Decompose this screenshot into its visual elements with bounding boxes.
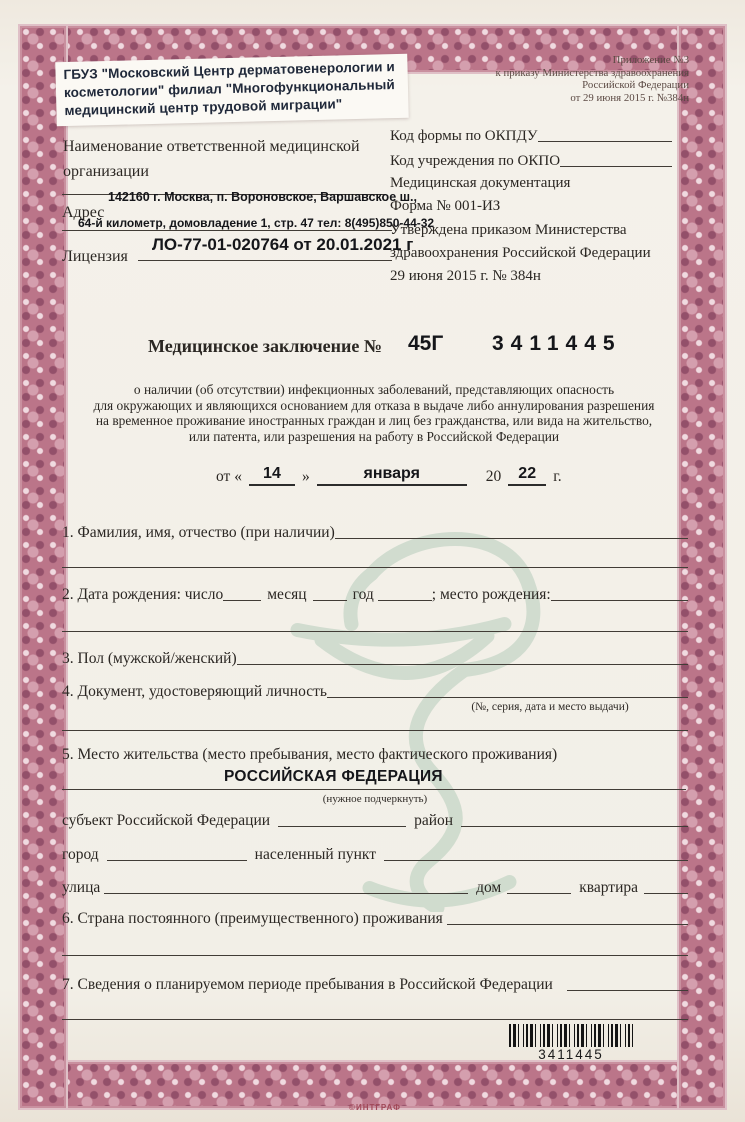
blank-line: [327, 697, 688, 698]
sex-label: 3. Пол (мужской/женский): [62, 650, 237, 667]
field-sex: [62, 650, 688, 668]
birthplace-label: ; место рождения:: [431, 586, 551, 603]
org-stamp-line: ГБУЗ "Московский Центр дерматовенерологии и: [63, 59, 396, 83]
date-year-prefix: 20: [485, 468, 502, 485]
doc-type-label: Медицинская документация: [390, 175, 571, 191]
blank-line: [104, 893, 468, 894]
identity-document-label: 4. Документ, удостоверяющий личность: [62, 683, 327, 700]
blank-line: [313, 600, 347, 601]
field-region: [62, 812, 688, 830]
field-street: [62, 879, 688, 897]
blank-line: [62, 631, 688, 632]
blank-line: [644, 893, 688, 894]
subtitle-line: на временное проживание иностранных граждан и лиц без гражданства, или вида на жительство,: [95, 413, 653, 429]
apartment-label: квартира: [579, 879, 638, 896]
blank-line: [107, 860, 247, 861]
blank-line: [378, 600, 432, 601]
subtitle-paragraph: [62, 382, 686, 444]
field-stay-period: [62, 976, 688, 994]
appendix-line: Приложение №3: [612, 54, 689, 66]
stay-period-label: 7. Сведения о планируемом периоде пребывания в Российской Федерации: [62, 976, 553, 993]
subtitle-line: для окружающих и являющихся основанием для отказа в выдаче либо аннулирования разрешения: [93, 397, 655, 413]
address-stamp-line1: 142160 г. Москва, п. Вороновское, Варшавское ш.,: [108, 190, 417, 204]
subtitle-line: или патента, или разрешения на работу в Российской Федерации: [188, 428, 560, 444]
date-suffix: г.: [553, 468, 562, 485]
blank-line: [62, 955, 688, 956]
settlement-label: населенный пункт: [254, 846, 377, 863]
org-name-label-line1: Наименование ответственной медицинской: [63, 138, 360, 155]
blank-line: [447, 924, 688, 925]
appendix-note: [439, 54, 689, 104]
okpdu-row: [390, 123, 672, 145]
appendix-line: Российской Федерации: [582, 79, 689, 91]
certificate-series: 45Г: [408, 332, 444, 355]
document-title: Медицинское заключение №: [148, 336, 382, 356]
blank-line: [461, 826, 688, 827]
address-stamp-line2: 64-й километр, домовладение 1, стр. 47 тел: 8(495)850-44-32: [78, 216, 435, 230]
okpo-row: [390, 148, 672, 170]
certificate-number: 3411445: [492, 332, 622, 355]
field-identity-document: [62, 683, 688, 701]
field-fullname: [62, 524, 688, 542]
blank-line: [384, 860, 688, 861]
field-birthdate: [62, 586, 688, 604]
date-close-quote: »: [301, 468, 310, 485]
ornate-border-bottom: [20, 1062, 725, 1108]
ornate-border-left: [20, 26, 66, 1108]
identity-document-caption: (№, серия, дата и место выдачи): [471, 701, 629, 713]
barcode-number: 3411445: [538, 1047, 604, 1062]
birthdate-month-label: месяц: [267, 586, 307, 603]
blank-line: [507, 893, 571, 894]
residence-label: 5. Место жительства (место пребывания, место фактического проживания): [62, 746, 558, 763]
district-label: район: [414, 812, 454, 829]
blank-line: [62, 567, 688, 568]
date-year-value: 22: [508, 465, 546, 486]
org-stamp-sticker: [55, 54, 408, 127]
residence-caption: (нужное подчеркнуть): [322, 793, 428, 805]
blank-line: [62, 230, 392, 231]
field-country-of-residence: [62, 910, 688, 928]
blank-line: [62, 730, 688, 731]
blank-line: [278, 826, 406, 827]
address-label: Адрес: [62, 204, 105, 221]
blank-line: [560, 166, 672, 167]
approved-line1: Утверждена приказом Министерства: [390, 222, 627, 238]
printer-mark: ©ИНТГРАФ: [349, 1103, 401, 1112]
blank-line: [551, 600, 688, 601]
date-prefix: от «: [216, 468, 242, 485]
country-of-residence-label: 6. Страна постоянного (преимущественного) проживания: [62, 910, 443, 927]
house-label: дом: [476, 879, 502, 896]
subtitle-line: о наличии (об отсутствии) инфекционных заболеваний, представляющих опасность: [133, 382, 615, 397]
blank-line: [335, 538, 688, 539]
birthdate-year-label: год: [352, 586, 374, 603]
subject-label: субъект Российской Федерации: [62, 812, 271, 829]
org-stamp-line: медицинский центр трудовой миграции": [64, 96, 343, 119]
barcode: [509, 1024, 633, 1047]
approved-line2: здравоохранения Российской Федерации: [390, 245, 651, 261]
date-month-value: января: [317, 465, 467, 486]
blank-line: [223, 600, 261, 601]
blank-line: [538, 141, 672, 142]
birthdate-label: 2. Дата рождения: число: [62, 586, 224, 603]
form-number-label: Форма № 001-ИЗ: [390, 198, 501, 214]
appendix-line: к приказу Министерства здравоохранения: [495, 66, 689, 79]
blank-line: [138, 260, 392, 261]
residence-country-stamp: РОССИЙСКАЯ ФЕДЕРАЦИЯ: [224, 768, 443, 785]
issue-date-row: [216, 465, 562, 486]
field-city: [62, 846, 688, 864]
license-label: Лицензия: [62, 248, 128, 265]
blank-line: [567, 990, 688, 991]
fullname-label: 1. Фамилия, имя, отчество (при наличии): [62, 524, 335, 541]
street-label: улица: [62, 879, 101, 896]
blank-line: [62, 1019, 688, 1020]
appendix-line: от 29 июня 2015 г. №384н: [570, 91, 689, 104]
date-day-value: 14: [249, 465, 295, 486]
okpo-label: Код учреждения по ОКПО: [390, 153, 561, 169]
org-name-label-line2: организации: [63, 163, 149, 180]
blank-line: [237, 664, 688, 665]
license-stamp: ЛО-77-01-020764 от 20.01.2021 г: [152, 235, 414, 254]
blank-line: [62, 789, 686, 790]
okpdu-label: Код формы по ОКПДУ: [390, 128, 538, 144]
city-label: город: [62, 846, 99, 863]
org-stamp-line: косметологии" филиал "Многофункциональный: [63, 77, 396, 101]
approved-line3: 29 июня 2015 г. № 384н: [390, 268, 541, 284]
